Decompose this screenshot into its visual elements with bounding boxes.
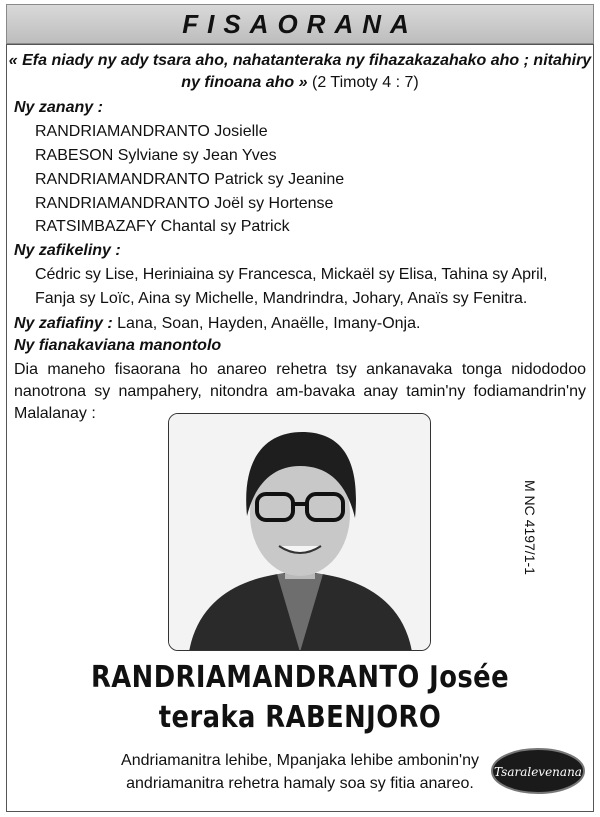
children-label: Ny zanany : (14, 99, 103, 116)
great-grandchildren-names: Lana, Soan, Hayden, Anaëlle, Imany-Onja. (117, 315, 421, 332)
grandchildren-line: Cédric sy Lise, Heriniaina sy Francesca, Mickaël sy Elisa, Tahina sy April, (35, 266, 548, 283)
publisher-logo (490, 746, 586, 796)
portrait-image (169, 414, 431, 651)
quote-reference: (2 Timoty 4 : 7) (312, 74, 419, 91)
great-grandchildren-label: Ny zafiafiny : (14, 315, 113, 332)
child-item: RANDRIAMANDRANTO Joël sy Hortense (35, 195, 334, 212)
child-item: RANDRIAMANDRANTO Josielle (35, 123, 268, 140)
closing-line: Andriamanitra lehibe, Mpanjaka lehibe ambonin'ny (121, 752, 479, 769)
notice-title: FISAORANA (182, 8, 418, 39)
logo-image (490, 746, 586, 796)
great-grandchildren (14, 313, 420, 335)
bible-quote (8, 50, 592, 94)
grandchildren-line: Fanja sy Loïc, Aina sy Michelle, Mandrindra, Johary, Anaïs sy Fenitra. (35, 290, 528, 307)
portrait-photo (168, 413, 431, 651)
logo-text: Tsaralevenana (494, 765, 582, 779)
family-label: Ny fianakaviana manontolo (14, 337, 222, 354)
header-banner (6, 4, 594, 44)
child-item: RANDRIAMANDRANTO Patrick sy Jeanine (35, 171, 345, 188)
deceased-maiden-name: teraka RABENJORO (158, 700, 442, 735)
closing-line: andriamanitra rehetra hamaly soa sy fitia anareo. (126, 775, 474, 792)
family-message: Dia maneho fisaorana ho anareo rehetra tsy ankanavaka tonga nidododoo nanotrona sy nampahery, nitondra am-bavaka anay tamin'ny fodiamandrin'ny Malalanay : (14, 361, 586, 422)
deceased-name: RANDRIAMANDRANTO Josée (90, 660, 510, 695)
quote-text: « Efa niady ny ady tsara aho, nahatanteraka ny fihazakazahako aho ; nitahiry ny finoana aho » (8, 52, 592, 91)
reference-code: M NC 4197/1-1 (522, 480, 538, 575)
child-item: RABESON Sylviane sy Jean Yves (35, 147, 277, 164)
grandchildren-label: Ny zafikeliny : (14, 242, 121, 259)
child-item: RATSIMBAZAFY Chantal sy Patrick (35, 218, 290, 235)
